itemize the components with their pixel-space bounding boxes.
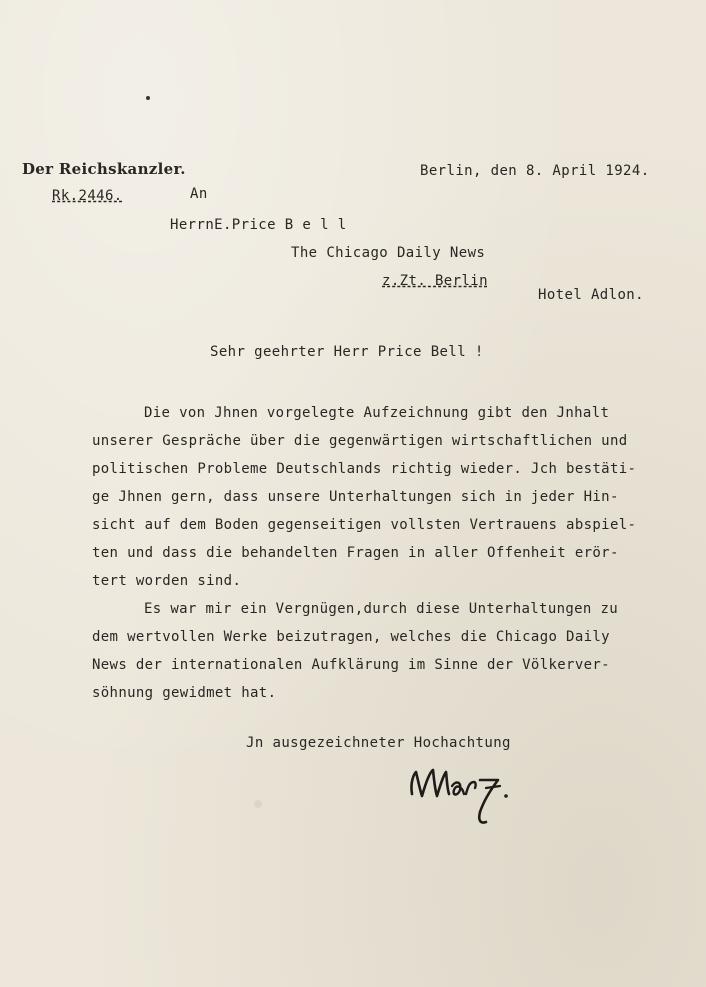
closing: Jn ausgezeichneter Hochachtung [246, 735, 511, 751]
ink-dot [146, 96, 150, 100]
body-line: Es war mir ein Vergnügen,durch diese Unterhaltungen zu [144, 601, 619, 617]
date-line: Berlin, den 8. April 1924. [420, 163, 650, 179]
body-line: News der internationalen Aufklärung im Sinne der Völkerver- [92, 657, 610, 673]
letterhead: Der Reichskanzler. [22, 160, 186, 178]
recipient-location: z.Zt. Berlin [382, 273, 488, 289]
body-line: politischen Probleme Deutschlands richtig wieder. Jch bestäti- [92, 461, 637, 477]
body-line: ten und dass die behandelten Fragen in aller Offenheit erör- [92, 545, 619, 561]
body-line: Die von Jhnen vorgelegte Aufzeichnung gibt den Jnhalt [144, 405, 610, 421]
letter-body [92, 399, 692, 707]
body-line: unserer Gespräche über die gegenwärtigen wirtschaftlichen und [92, 433, 628, 449]
body-line: söhnung gewidmet hat. [92, 685, 277, 701]
body-line: dem wertvollen Werke beizutragen, welches die Chicago Daily [92, 629, 610, 645]
reference-number: Rk.2446. [52, 188, 123, 204]
signature [400, 752, 530, 836]
body-line: ge Jhnen gern, dass unsere Unterhaltungen sich in jeder Hin- [92, 489, 619, 505]
paper-speck [254, 800, 262, 808]
signature-graphic [400, 752, 530, 832]
recipient-name: HerrnE.Price B e l l [170, 217, 347, 233]
body-line: tert worden sind. [92, 573, 242, 589]
body-line: sicht auf dem Boden gegenseitigen vollsten Vertrauens abspiel- [92, 517, 637, 533]
recipient-an: An [190, 186, 208, 202]
recipient-paper: The Chicago Daily News [291, 245, 486, 261]
salutation: Sehr geehrter Herr Price Bell ! [210, 344, 484, 360]
recipient-hotel: Hotel Adlon. [538, 287, 644, 303]
